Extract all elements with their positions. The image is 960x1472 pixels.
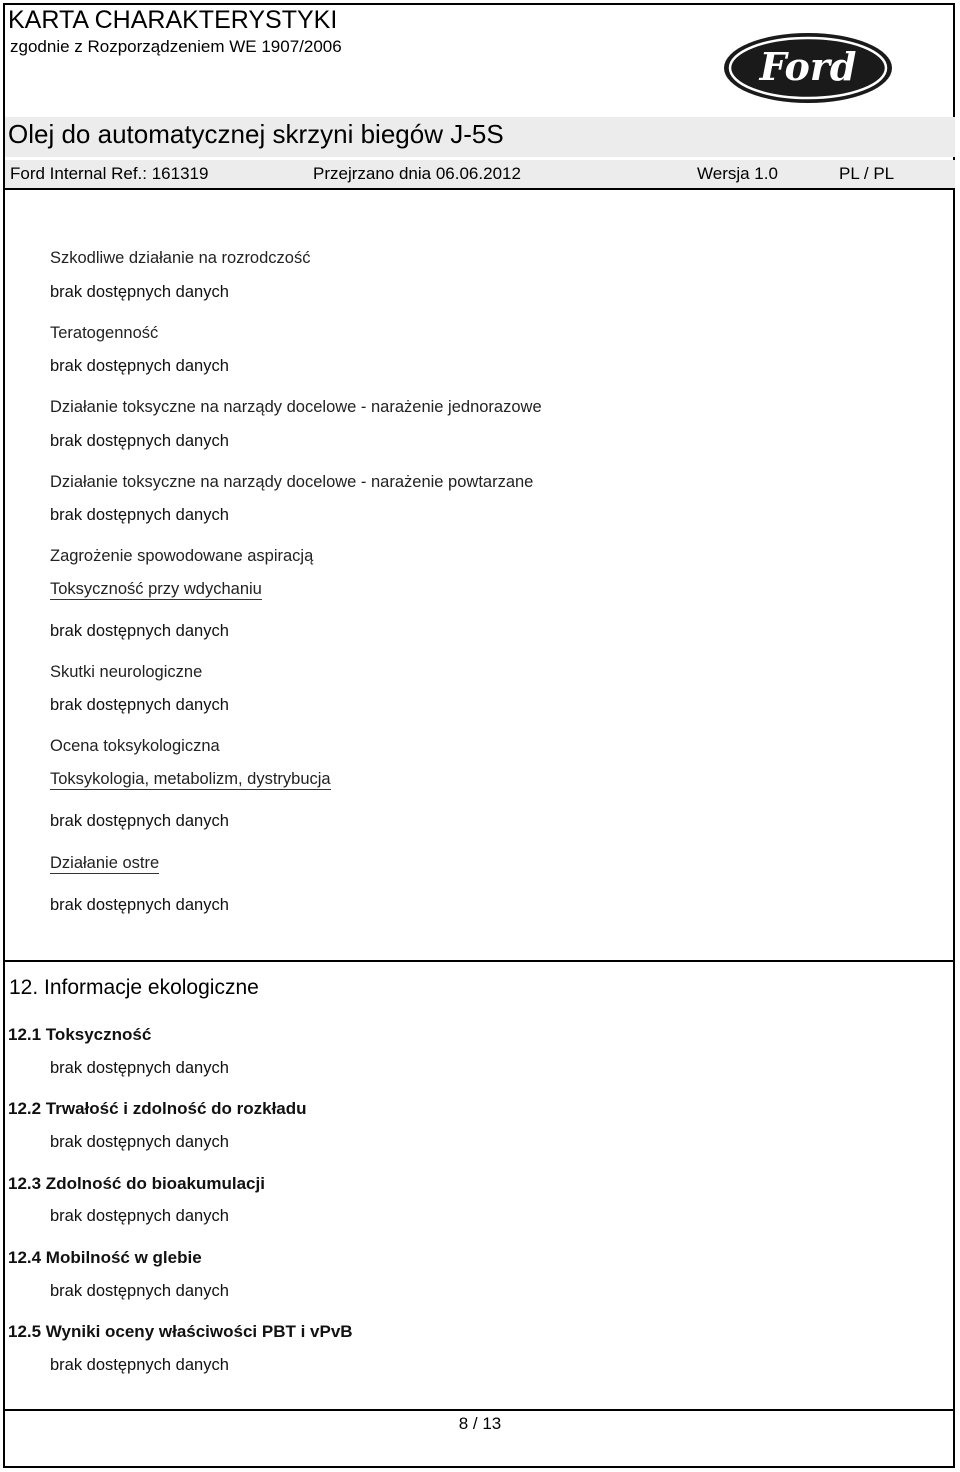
subsection-value: brak dostępnych danych xyxy=(50,1356,229,1374)
subsection-value: brak dostępnych danych xyxy=(50,1133,229,1151)
item-value: brak dostępnych danych xyxy=(50,283,229,301)
subsection-title: 12.1 Toksyczność xyxy=(8,1025,152,1044)
item-label: Działanie toksyczne na narządy docelowe - narażenie jednorazowe xyxy=(50,398,542,416)
item-value: brak dostępnych danych xyxy=(50,696,229,714)
ford-logo-text: Ford xyxy=(759,44,857,89)
document-subtitle: zgodnie z Rozporządzeniem WE 1907/2006 xyxy=(10,37,342,56)
section-title: 12. Informacje ekologiczne xyxy=(9,976,259,999)
item-value: brak dostępnych danych xyxy=(50,812,229,830)
item-value: brak dostępnych danych xyxy=(50,357,229,375)
item-label: Toksykologia, metabolizm, dystrybucja xyxy=(50,770,331,788)
section-rule xyxy=(5,960,955,962)
footer-rule xyxy=(5,1409,955,1411)
document-title: KARTA CHARAKTERYSTYKI xyxy=(8,6,338,34)
item-value: brak dostępnych danych xyxy=(50,896,229,914)
item-label: Zagrożenie spowodowane aspiracją xyxy=(50,547,314,565)
subsection-value: brak dostępnych danych xyxy=(50,1207,229,1225)
item-label: Teratogenność xyxy=(50,324,159,342)
item-label: Szkodliwe działanie na rozrodczość xyxy=(50,249,311,267)
subsection-value: brak dostępnych danych xyxy=(50,1282,229,1300)
item-label: Działanie toksyczne na narządy docelowe - narażenie powtarzane xyxy=(50,473,534,491)
item-value: brak dostępnych danych xyxy=(50,622,229,640)
subsection-title: 12.3 Zdolność do bioakumulacji xyxy=(8,1174,265,1193)
header-rule xyxy=(5,188,955,190)
item-label: Skutki neurologiczne xyxy=(50,663,203,681)
internal-ref: Ford Internal Ref.: 161319 xyxy=(10,164,209,183)
ford-logo xyxy=(723,32,893,104)
item-label: Toksyczność przy wdychaniu xyxy=(50,580,262,598)
subsection-title: 12.5 Wyniki oceny właściwości PBT i vPvB xyxy=(8,1322,353,1341)
version: Wersja 1.0 xyxy=(697,164,778,183)
item-label: Działanie ostre xyxy=(50,854,160,872)
subsection-value: brak dostępnych danych xyxy=(50,1059,229,1077)
subsection-title: 12.4 Mobilność w glebie xyxy=(8,1248,202,1267)
item-value: brak dostępnych danych xyxy=(50,506,229,524)
language: PL / PL xyxy=(839,164,895,183)
item-label: Ocena toksykologiczna xyxy=(50,737,220,755)
page-number: 8 / 13 xyxy=(458,1414,502,1433)
subsection-title: 12.2 Trwałość i zdolność do rozkładu xyxy=(8,1099,307,1118)
product-name: Olej do automatycznej skrzyni biegów J-5S xyxy=(8,119,504,149)
revision-date: Przejrzano dnia 06.06.2012 xyxy=(313,164,521,183)
item-value: brak dostępnych danych xyxy=(50,432,229,450)
